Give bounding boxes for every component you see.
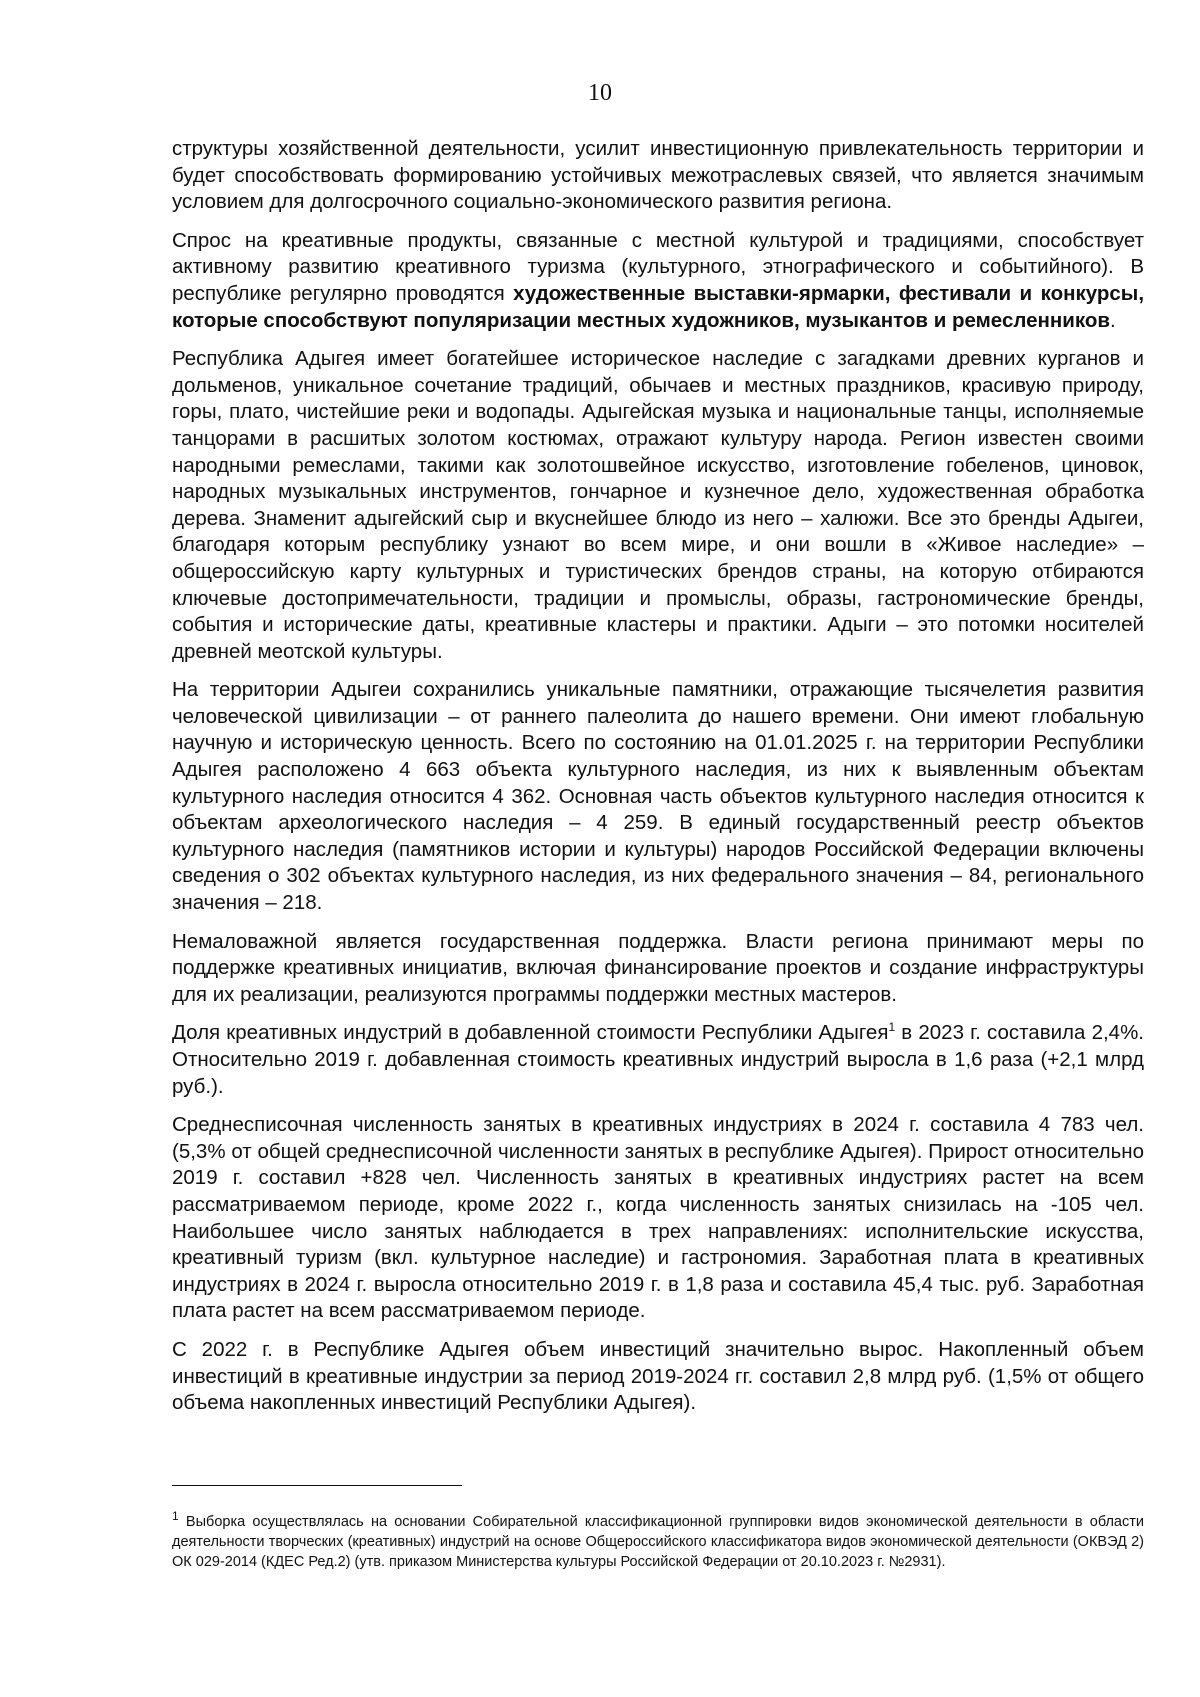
page-number: 10: [588, 80, 612, 106]
paragraph-6: [172, 1020, 1144, 1100]
footnote: [172, 1509, 1144, 1572]
paragraph-7: [172, 1112, 1144, 1325]
paragraph-1: [172, 136, 1144, 216]
footnote-reference: 1: [888, 1020, 896, 1035]
paragraph-2-tail: .: [1109, 308, 1116, 332]
paragraph-4-text: На территории Адыгеи сохранились уникальные памятники, отражающие тысячелетия развития человеческой цивилизации – от раннего палеолита до нашего времени. Они имеют глобальную научную и историческую ценность. Всего по состоянию на 01.01.2025 г. на территории Республики Адыгея расположено 4 663 объекта культурного наследия, из них к выявленным объектам культурного наследия относится 4 362. Основная часть объектов культурного наследия относится к объектам археологического наследия – 4 259. В единый государственный реестр объектов культурного наследия (памятников истории и культуры) народов Российской Федерации включены сведения о 302 объектах культурного наследия, из них федерального значения – 84, регионального значения – 218.: [172, 678, 1144, 915]
document-body: [172, 136, 1144, 1429]
paragraph-2: [172, 228, 1144, 334]
paragraph-5-text: Немаловажной является государственная поддержка. Власти региона принимают меры по поддержке креативных инициатив, включая финансирование проектов и создание инфраструктуры для их реализации, реализуются программы поддержки местных мастеров.: [172, 929, 1144, 1006]
paragraph-6-text: Доля креативных индустрий в добавленной стоимости Республики Адыгея: [172, 1021, 889, 1045]
paragraph-1-text: структуры хозяйственной деятельности, усилит инвестиционную привлекательность территории и будет способствовать формированию устойчивых межотраслевых связей, что является значимым условием для долгосрочного социально-экономического развития региона.: [172, 137, 1144, 214]
footnote-marker: 1: [172, 1509, 179, 1524]
paragraph-6-tail: в 2023 г. составила 2,4%. Относительно 2019 г. добавленная стоимость креативных индустрий выросла в 1,6 раза (+2,1 млрд руб.).: [172, 1021, 1144, 1098]
footnote-divider: [172, 1485, 462, 1486]
footnote-text: Выборка осуществлялась на основании Собирательной классификационной группировки видов экономической деятельности в области деятельности творческих (креативных) индустрий на основе Общероссийского классификатора видов экономической деятельности (ОКВЭД 2) ОК 029-2014 (КДЕС Ред.2) (утв. приказом Министерства культуры Российской Федерации от 20.10.2023 г. №2931).: [172, 1514, 1144, 1570]
paragraph-4: [172, 677, 1144, 916]
paragraph-3-text: Республика Адыгея имеет богатейшее историческое наследие с загадками древних курганов и дольменов, уникальное сочетание традиций, обычаев и местных праздников, красивую природу, горы, плато, чистейшие реки и водопады. Адыгейская музыка и национальные танцы, исполняемые танцорами в расшитых золотом костюмах, отражают культуру народа. Регион известен своими народными ремеслами, такими как золотошвейное искусство, изготовление гобеленов, циновок, народных музыкальных инструментов, гончарное и кузнечное дело, художественная обработка дерева. Знаменит адыгейский сыр и вкуснейшее блюдо из него – халюжи. Все это бренды Адыгеи, благодаря которым республику узнают во всем мире, и они вошли в «Живое наследие» – общероссийскую карту культурных и туристических брендов страны, на которую отбираются ключевые достопримечательности, традиции и промыслы, образы, гастрономические бренды, события и исторические даты, креативные кластеры и практики. Адыги – это потомки носителей древней меотской культуры.: [172, 347, 1144, 663]
paragraph-2-text: Спрос на креативные продукты, связанные с местной культурой и традициями, способствует активному развитию креативного туризма (культурного, этнографического и событийного). В республике регулярно проводятся: [172, 228, 1144, 305]
paragraph-2-bold-text: художественные выставки-ярмарки, фестивали и конкурсы, которые способствуют популяризации местных художников, музыкантов и ремесленников: [172, 281, 1145, 332]
paragraph-5: [172, 929, 1144, 1009]
paragraph-8-text: С 2022 г. в Республике Адыгея объем инвестиций значительно вырос. Накопленный объем инвестиций в креативные индустрии за период 2019-2024 гг. составил 2,8 млрд руб. (1,5% от общего объема накопленных инвестиций Республики Адыгея).: [172, 1337, 1144, 1415]
paragraph-3: [172, 346, 1144, 665]
paragraph-7-text: Среднесписочная численность занятых в креативных индустриях в 2024 г. составила 4 783 чел. (5,3% от общей среднесписочной численности занятых в республике Адыгея). Прирост относительно 2019 г. составил +828 чел. Численность занятых в креативных индустриях растет на всем рассматриваемом периоде, кроме 2022 г., когда численность занятых снизилась на -105 чел. Наибольшее число занятых наблюдается в трех направлениях: исполнительские искусства, креативный туризм (вкл. культурное наследие) и гастрономия. Заработная плата в креативных индустриях в 2024 г. выросла относительно 2019 г. в 1,8 раза и составила 45,4 тыс. руб. Заработная плата растет на всем рассматриваемом периоде.: [172, 1113, 1144, 1323]
paragraph-8: [172, 1337, 1144, 1417]
